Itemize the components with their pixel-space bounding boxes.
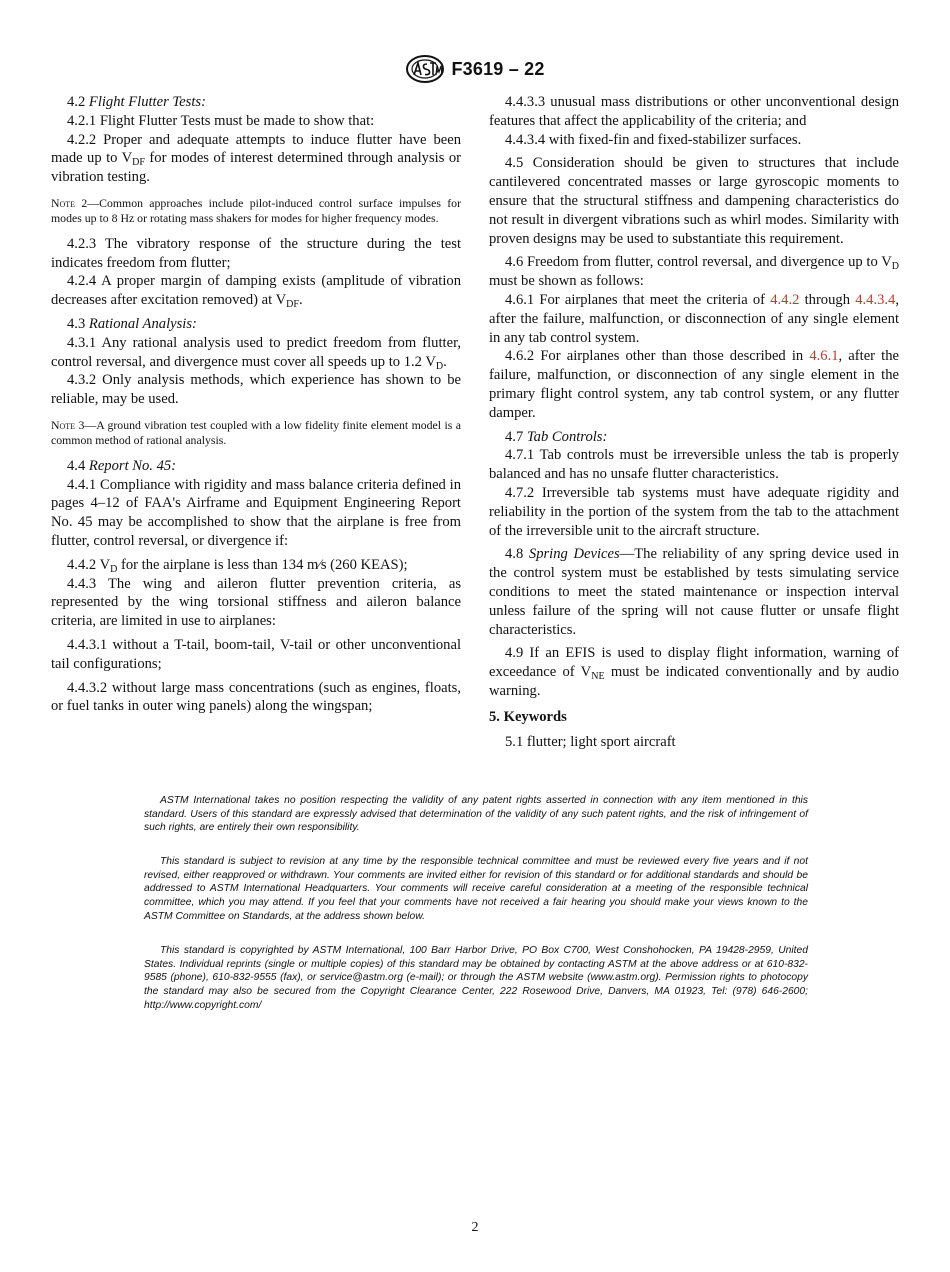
section-4-8: 4.8 Spring Devices—The reliability of any spring device used in the control system must be established by tests simulating service conditions to meet the stated maintenance or inspection interval unless failure of the spring will not cause flutter or unsafe flight characteristics.	[489, 546, 899, 638]
patent-notice	[144, 794, 808, 835]
section-5-1: 5.1 flutter; light sport aircraft	[505, 733, 676, 750]
page-header	[0, 52, 950, 86]
section-4-4-heading: 4.4 Report No. 45:	[67, 457, 177, 474]
standard-designation: F3619 – 22	[451, 58, 545, 79]
section-4-5: 4.5 Consideration should be given to structures that include cantilevered concentrated masses or large gyroscopic moments to ensure that the structural stiffness and dampening characteristics do not result in divergent vibrations such as whirl modes. Similarity with proven designs may be used to substantiate this requirement.	[489, 155, 899, 247]
copyright-notice-text: This standard is copyrighted by ASTM International, 100 Barr Harbor Drive, PO Box C700, West Conshohocken, PA 19428-2959, United States. Individual reprints (single or multiple copies) of this standard may be obtained by contacting ASTM at the above address or at 610-832-9585 (phone), 610-832-9555 (fax), or service@astm.org (e-mail); or through the ASTM website (www.astm.org). Permission rights to photocopy the standard may also be secured from the Copyright Clearance Center, 222 Rosewood Drive, Danvers, MA 01923, Tel: (978) 646-2600; http://www.copyright.com/	[144, 945, 808, 1011]
astm-logo-icon	[405, 54, 445, 84]
section-4-4-3-2: 4.4.3.2 without large mass concentrations (such as engines, floats, or fuel tanks in outer wing panels) along the wingspan;	[51, 679, 461, 715]
revision-notice	[144, 855, 808, 924]
section-4-3-1: 4.3.1 Any rational analysis used to predict freedom from flutter, control reversal, and divergence must cover all speeds up to 1.2 $V_D$.	[51, 334, 461, 372]
copyright-notice	[144, 944, 808, 1013]
revision-notice-text: This standard is subject to revision at any time by the responsible technical committee and must be reviewed every five years and if not revised, either reapproved or withdrawn. Your comments are invited either for revision of this standard or for additional standards and should be addressed to ASTM International Headquarters. Your comments will receive careful consideration at a meeting of the responsible technical committee, which you may attend. If you feel that your comments have not received a fair hearing you should make your views known to the ASTM Committee on Standards, at the address shown below.	[144, 856, 808, 922]
section-4-2-2: 4.2.2 Proper and adequate attempts to induce flutter have been made up to $V_{DF}$ for modes of interest determined through analysis or vibration testing.	[51, 131, 461, 186]
section-4-2-3: 4.2.3 The vibratory response of the structure during the test indicates freedom from flutter;	[51, 235, 461, 271]
page-number: 2	[471, 1220, 479, 1235]
section-4-7-1: 4.7.1 Tab controls must be irreversible unless the tab is properly balanced and has no unsafe flutter characteristics.	[489, 447, 899, 483]
section-4-4-3-4: 4.4.3.4 with fixed-fin and fixed-stabilizer surfaces.	[505, 131, 802, 148]
section-4-2-1: 4.2.1 Flight Flutter Tests must be made to show that:	[67, 112, 375, 129]
section-4-3-heading: 4.3 Rational Analysis:	[67, 315, 197, 332]
note-3: Note 3—A ground vibration test coupled with a low fidelity finite element model is a common method of rational analysis.	[51, 417, 461, 448]
section-4-6-1: 4.6.1 For airplanes that meet the criteria of 4.4.2 through 4.4.3.4, after the failure, malfunction, or disconnection of any single element in any tab control system.	[489, 291, 899, 346]
section-4-4-3-3: 4.4.3.3 unusual mass distributions or other unconventional design features that affect the applicability of the criteria; and	[489, 94, 899, 129]
section-4-4-2: 4.4.2 $V_D$ for the airplane is less than 134 m⁄s (260 KEAS);	[67, 556, 408, 575]
patent-notice-text: ASTM International takes no position respecting the validity of any patent rights asserted in connection with any item mentioned in this standard. Users of this standard are expressly advised that determination of the validity of any such patent rights, and the risk of infringement of such rights, are entirely their own responsibility.	[144, 795, 808, 834]
section-4-3-2: 4.3.2 Only analysis methods, which experience has shown to be reliable, may be used.	[51, 372, 461, 408]
section-4-4-3-1: 4.4.3.1 without a T-tail, boom-tail, V-tail or other unconventional tail configurations;	[51, 636, 461, 672]
section-4-2-heading: 4.2 Flight Flutter Tests:	[67, 94, 206, 110]
left-column	[51, 93, 461, 716]
section-5-heading: 5. Keywords	[489, 708, 567, 725]
section-4-9: 4.9 If an EFIS is used to display flight information, warning of exceedance of $V_{NE}$ must be indicated conventionally and by audio warning.	[489, 645, 900, 699]
section-4-6: 4.6 Freedom from flutter, control reversal, and divergence up to $V_D$ must be shown as follows:	[489, 254, 899, 290]
xref-4-4-3-4[interactable]: 4.4.3.4	[855, 291, 896, 308]
section-4-4-1: 4.4.1 Compliance with rigidity and mass balance criteria defined in pages 4–12 of FAA's Airframe and Equipment Engineering Report No. 45 may be accomplished to show that the airplane is free from flutter, control reversal, or divergence if:	[51, 476, 461, 549]
section-4-2-4: 4.2.4 A proper margin of damping exists (amplitude of vibration decreases after excitation removed) at $V_{DF}$.	[51, 273, 461, 311]
section-4-7-heading: 4.7 Tab Controls:	[505, 428, 608, 445]
xref-4-4-2[interactable]: 4.4.2	[770, 291, 800, 308]
section-4-4-3: 4.4.3 The wing and aileron flutter prevention criteria, as represented by the wing torsional stiffness and aileron balance criteria, are limited in use to airplanes:	[51, 575, 461, 630]
note-2: Note 2—Common approaches include pilot-induced control surface impulses for modes up to 8 Hz or rotating mass shakers for modes for higher frequency modes.	[51, 195, 461, 226]
section-4-6-2: 4.6.2 For airplanes other than those described in 4.6.1, after the failure, malfunction, or disconnection of any single element in the primary flight control system, any tab control system, or any flutter damper.	[489, 348, 899, 421]
xref-4-6-1[interactable]: 4.6.1	[809, 348, 839, 365]
section-4-7-2: 4.7.2 Irreversible tab systems must have adequate rigidity and reliability in the portion of the system from the tab to the attachment of the irreversible unit to the aircraft structure.	[489, 484, 899, 539]
right-column	[489, 93, 899, 751]
